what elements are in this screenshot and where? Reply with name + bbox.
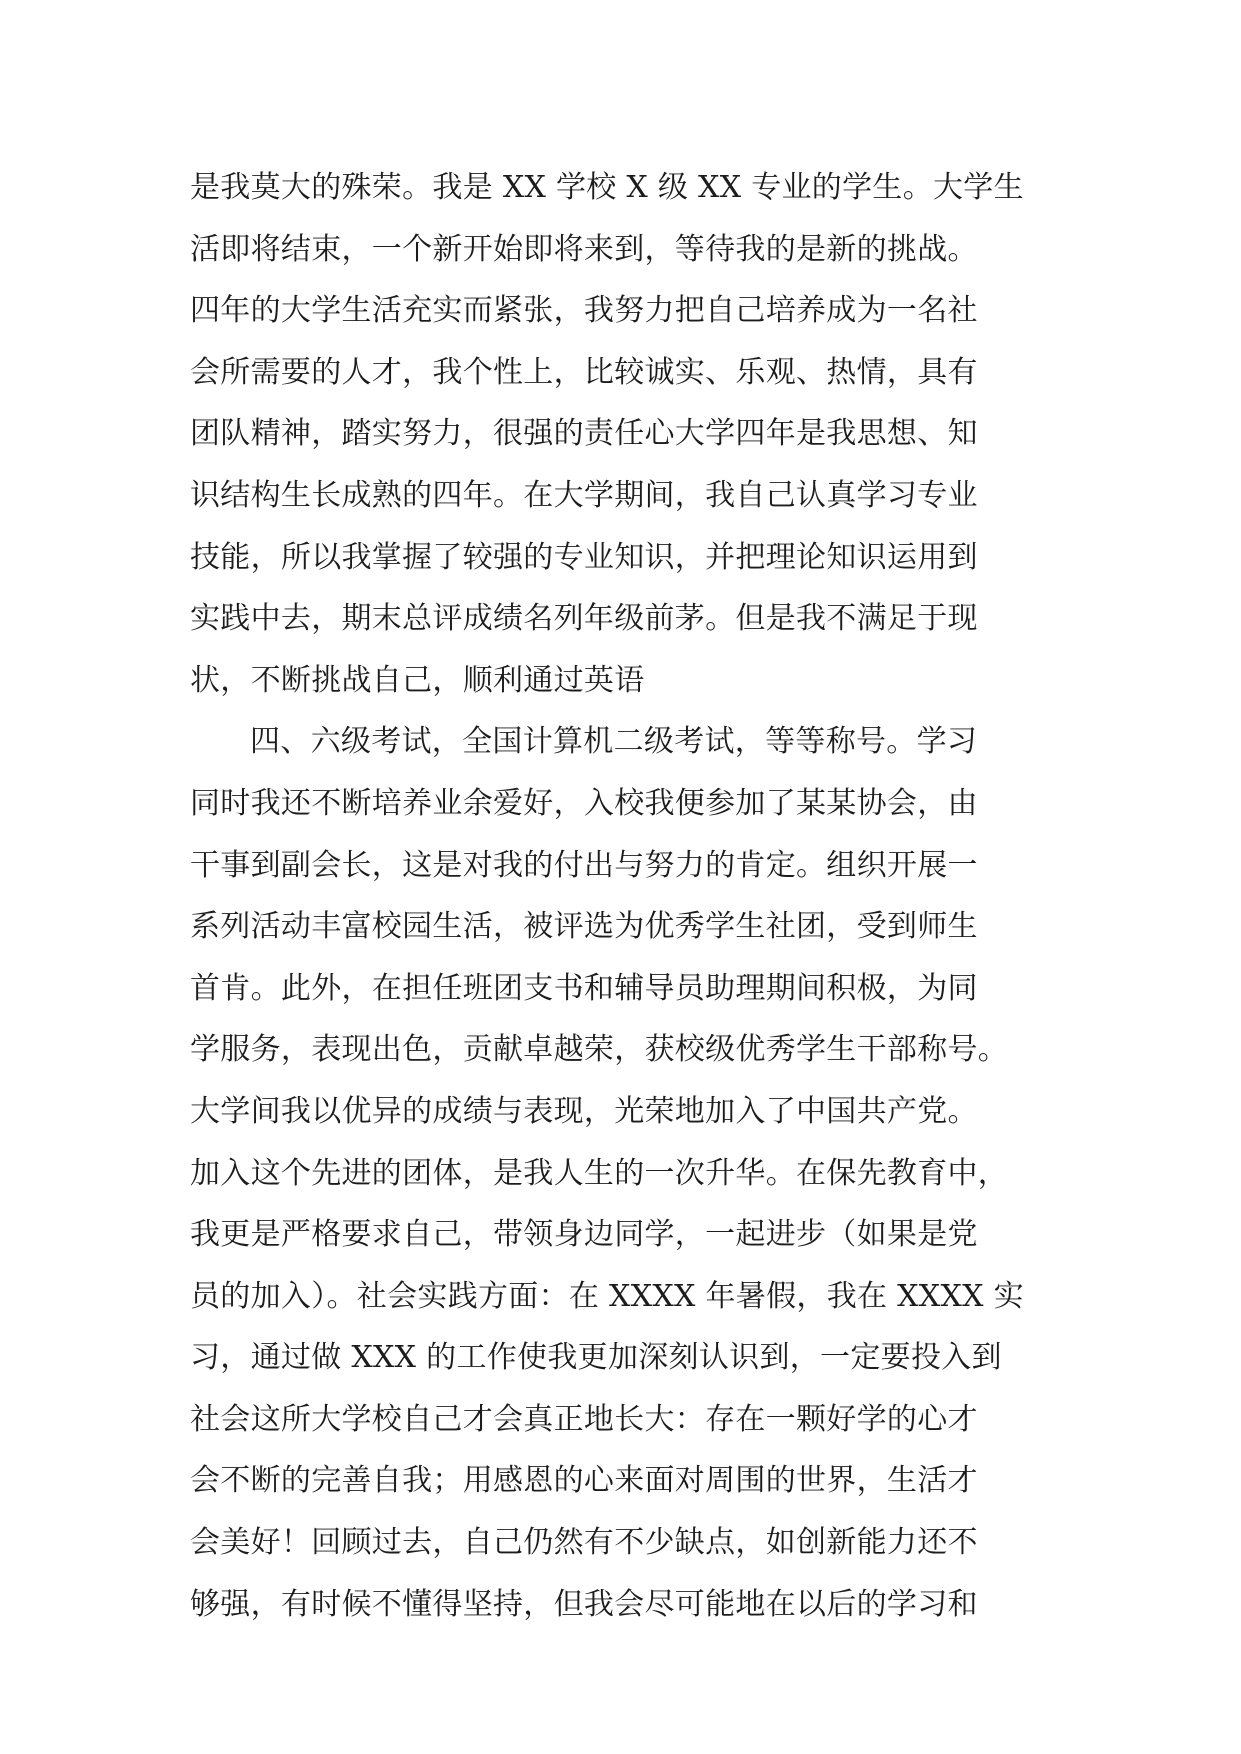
body-text [190, 157, 1070, 1635]
text-line: 系列活动丰富校园生活，被评选为优秀学生社团，受到师生 [190, 909, 978, 945]
text-line: 会美好！回顾过去，自己仍然有不少缺点，如创新能力还不 [190, 1525, 978, 1561]
text-line: 会所需要的人才，我个性上，比较诚实、乐观、热情，具有 [190, 354, 978, 390]
text-line: 同时我还不断培养业余爱好，入校我便参加了某某协会，由 [190, 785, 978, 821]
text-line: 员的加入）。社会实践方面：在 XXXX 年暑假，我在 XXXX 实 [190, 1278, 1024, 1314]
text-line: 加入这个先进的团体，是我人生的一次升华。在保先教育中， [190, 1155, 1009, 1191]
text-line: 是我莫大的殊荣。我是 XX 学校 X 级 XX 专业的学生。大学生 [190, 170, 1024, 205]
text-line: 大学间我以优异的成绩与表现，光荣地加入了中国共产党。 [190, 1093, 978, 1129]
text-line: 实践中去，期末总评成绩名列年级前茅。但是我不满足于现 [190, 601, 978, 637]
text-line: 四年的大学生活充实而紧张，我努力把自己培养成为一名社 [190, 293, 978, 329]
text-line: 会不断的完善自我；用感恩的心来面对周围的世界，生活才 [190, 1463, 978, 1499]
text-line: 团队精神，踏实努力，很强的责任心大学四年是我思想、知 [190, 416, 978, 452]
text-line: 识结构生长成熟的四年。在大学期间，我自己认真学习专业 [190, 477, 978, 513]
text-line: 我更是严格要求自己，带领身边同学，一起进步（如果是党 [190, 1217, 978, 1253]
paragraph-start-line: 四、六级考试，全国计算机二级考试，等等称号。学习 [250, 724, 978, 760]
text-line: 习，通过做 XXX 的工作使我更加深刻认识到，一定要投入到 [190, 1340, 1002, 1376]
text-line: 首肯。此外，在担任班团支书和辅导员助理期间积极，为同 [190, 970, 978, 1006]
text-line: 学服务，表现出色，贡献卓越荣，获校级优秀学生干部称号。 [190, 1032, 1009, 1068]
text-line: 够强，有时候不懂得坚持，但我会尽可能地在以后的学习和 [190, 1586, 978, 1622]
text-line: 活即将结束，一个新开始即将来到，等待我的是新的挑战。 [190, 231, 978, 267]
text-line: 技能，所以我掌握了较强的专业知识，并把理论知识运用到 [190, 539, 978, 575]
text-line: 干事到副会长，这是对我的付出与努力的肯定。组织开展一 [190, 847, 978, 883]
text-line: 状，不断挑战自己，顺利通过英语 [190, 662, 645, 698]
text-line: 社会这所大学校自己才会真正地长大：存在一颗好学的心才 [190, 1401, 978, 1437]
